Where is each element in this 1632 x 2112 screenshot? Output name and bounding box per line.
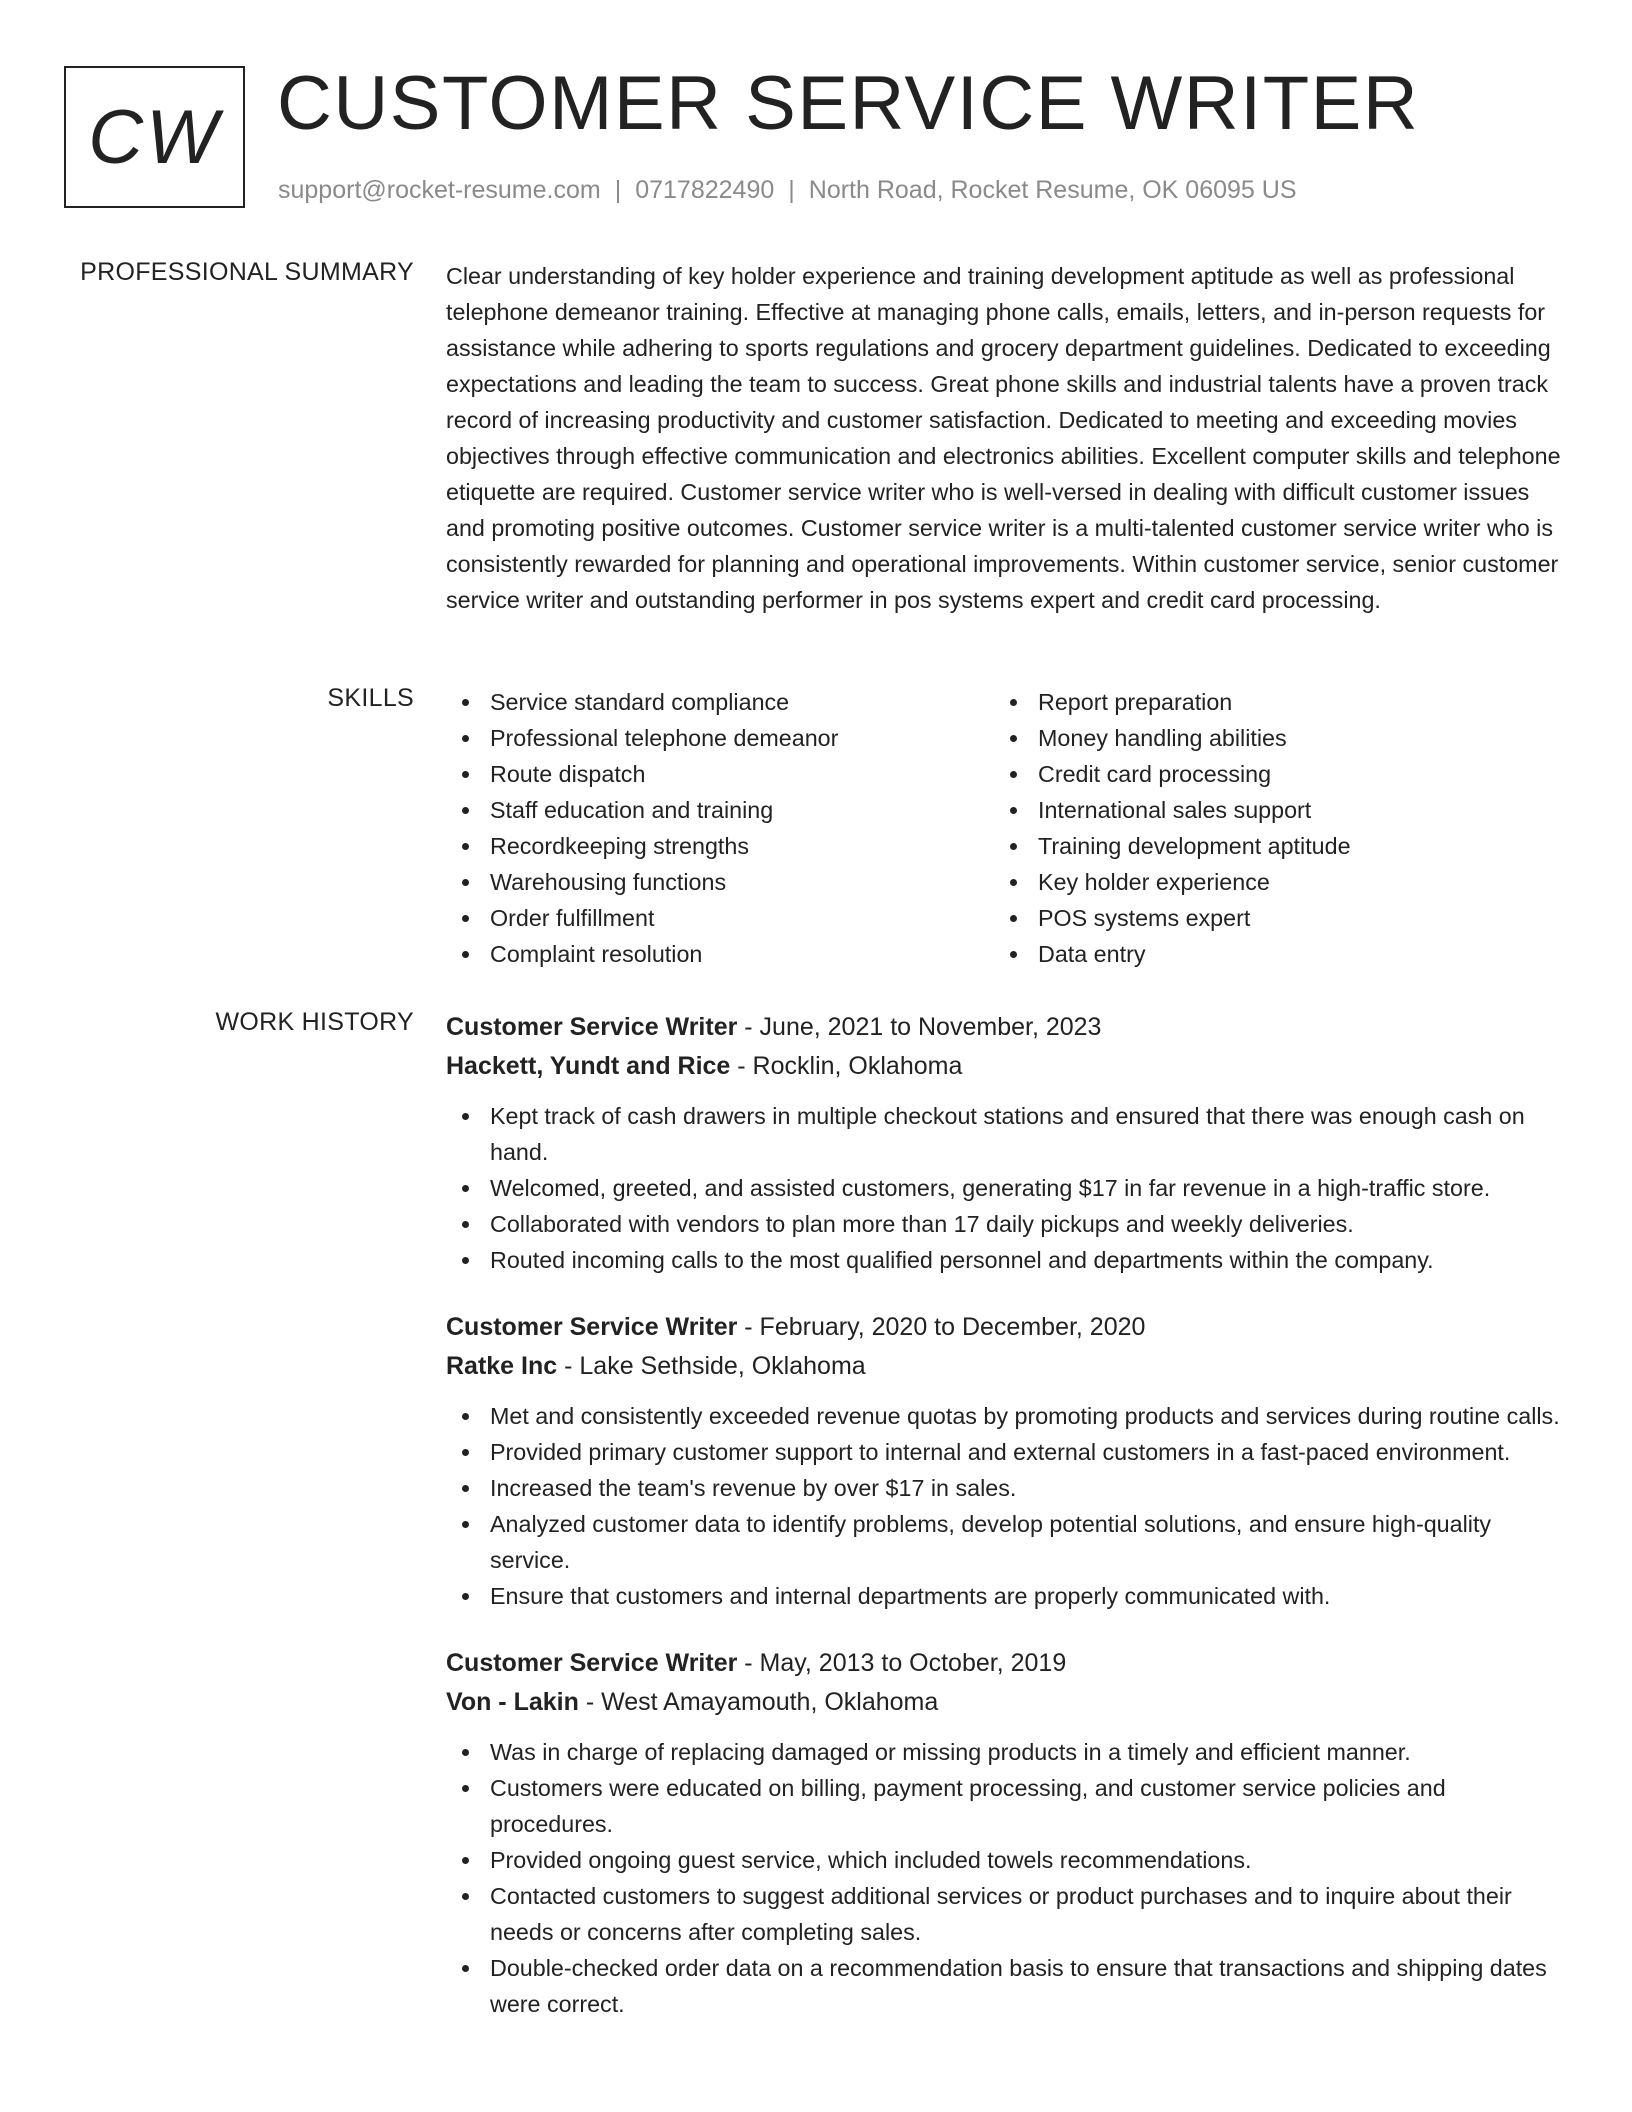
job-bullet: Double-checked order data on a recommendation basis to ensure that transactions and shipping dates were correct. xyxy=(446,1950,1566,2022)
job-entry xyxy=(446,1008,1566,1278)
skill-item: Service standard compliance xyxy=(446,684,994,720)
job-title-line xyxy=(446,1308,1566,1347)
skill-item: Staff education and training xyxy=(446,792,994,828)
job-bullet: Customers were educated on billing, payment processing, and customer service policies and procedures. xyxy=(446,1770,1566,1842)
job-entry xyxy=(446,1644,1566,2022)
job-location: - Lake Sethside, Oklahoma xyxy=(557,1352,866,1380)
skill-item: Report preparation xyxy=(994,684,1542,720)
job-bullet: Was in charge of replacing damaged or missing products in a timely and efficient manner. xyxy=(446,1734,1566,1770)
skills-list-left xyxy=(446,684,994,972)
summary-text: Clear understanding of key holder experience and training development aptitude as well as professional telephone demeanor training. Effective at managing phone calls, emails, letters, and in-person requests for assistance while adhering to sports regulations and grocery department guidelines. Dedicated to exceeding expectations and leading the team to success. Great phone skills and industrial talents have a proven track record of increasing productivity and customer satisfaction. Dedicated to meeting and exceeding movies objectives through effective communication and electronics abilities. Excellent computer skills and telephone etiquette are required. Customer service writer who is well-versed in dealing with difficult customer issues and promoting positive outcomes. Customer service writer is a multi-talented customer service writer who is consistently rewarded for planning and operational improvements. Within customer service, senior customer service writer and outstanding performer in pos systems expert and credit card processing. xyxy=(446,263,1561,613)
skill-item: POS systems expert xyxy=(994,900,1542,936)
contact-line xyxy=(278,176,1297,205)
skill-item: Key holder experience xyxy=(994,864,1542,900)
skill-item: Professional telephone demeanor xyxy=(446,720,994,756)
job-title: Customer Service Writer xyxy=(446,1649,738,1677)
contact-separator: | xyxy=(788,176,795,204)
job-company-line xyxy=(446,1347,1566,1386)
job-bullets xyxy=(446,1398,1566,1614)
skill-item: Complaint resolution xyxy=(446,936,994,972)
job-bullet: Provided ongoing guest service, which included towels recommendations. xyxy=(446,1842,1566,1878)
skill-item: Route dispatch xyxy=(446,756,994,792)
skill-item: Money handling abilities xyxy=(994,720,1542,756)
work-history-heading: WORK HISTORY xyxy=(215,1008,414,1036)
job-bullets xyxy=(446,1098,1566,1278)
skill-item: International sales support xyxy=(994,792,1542,828)
job-bullet: Routed incoming calls to the most qualified personnel and departments within the company. xyxy=(446,1242,1566,1278)
job-company: Ratke Inc xyxy=(446,1352,558,1380)
skill-item: Training development aptitude xyxy=(994,828,1542,864)
job-title-line xyxy=(446,1644,1566,1683)
job-bullet: Provided primary customer support to internal and external customers in a fast-paced environment. xyxy=(446,1434,1566,1470)
job-bullet: Increased the team's revenue by over $17 in sales. xyxy=(446,1470,1566,1506)
skill-item: Order fulfillment xyxy=(446,900,994,936)
resume-name: CUSTOMER SERVICE WRITER xyxy=(277,61,1420,146)
skill-item: Credit card processing xyxy=(994,756,1542,792)
job-company-line xyxy=(446,1683,1566,1722)
monogram-initials: CW xyxy=(88,94,221,180)
job-bullet: Analyzed customer data to identify problems, develop potential solutions, and ensure high-quality service. xyxy=(446,1506,1566,1578)
job-bullet: Collaborated with vendors to plan more than 17 daily pickups and weekly deliveries. xyxy=(446,1206,1566,1242)
job-bullet: Kept track of cash drawers in multiple checkout stations and ensured that there was enough cash on hand. xyxy=(446,1098,1566,1170)
summary-heading: PROFESSIONAL SUMMARY xyxy=(80,258,414,286)
job-title: Customer Service Writer xyxy=(446,1013,738,1041)
job-title-line xyxy=(446,1008,1566,1047)
monogram-box xyxy=(64,66,245,208)
skills-heading: SKILLS xyxy=(327,684,414,712)
job-company: Von - Lakin xyxy=(446,1688,579,1716)
job-title: Customer Service Writer xyxy=(446,1313,738,1341)
job-location: - West Amayamouth, Oklahoma xyxy=(578,1688,939,1716)
skill-item: Recordkeeping strengths xyxy=(446,828,994,864)
job-bullet: Contacted customers to suggest additional services or product purchases and to inquire about their needs or concerns after completing sales. xyxy=(446,1878,1566,1950)
jobs-list xyxy=(446,1008,1566,2052)
job-dates: - May, 2013 to October, 2019 xyxy=(737,1649,1067,1677)
skills-list-right xyxy=(994,684,1542,972)
job-bullet: Met and consistently exceeded revenue quotas by promoting products and services during routine calls. xyxy=(446,1398,1566,1434)
job-bullet: Welcomed, greeted, and assisted customers, generating $17 in far revenue in a high-traffic store. xyxy=(446,1170,1566,1206)
contact-separator: | xyxy=(614,176,622,204)
job-location: - Rocklin, Oklahoma xyxy=(730,1052,963,1080)
job-bullets xyxy=(446,1734,1566,2022)
job-dates: - February, 2020 to December, 2020 xyxy=(737,1313,1146,1341)
job-company: Hackett, Yundt and Rice xyxy=(446,1052,731,1080)
skill-item: Data entry xyxy=(994,936,1542,972)
skill-item: Warehousing functions xyxy=(446,864,994,900)
contact-email[interactable]: support@rocket-resume.com xyxy=(278,176,601,204)
job-dates: - June, 2021 to November, 2023 xyxy=(737,1013,1102,1041)
job-company-line xyxy=(446,1047,1566,1086)
contact-phone[interactable]: 0717822490 xyxy=(635,176,775,204)
contact-address: North Road, Rocket Resume, OK 06095 US xyxy=(808,176,1297,204)
job-entry xyxy=(446,1308,1566,1614)
job-bullet: Ensure that customers and internal departments are properly communicated with. xyxy=(446,1578,1566,1614)
